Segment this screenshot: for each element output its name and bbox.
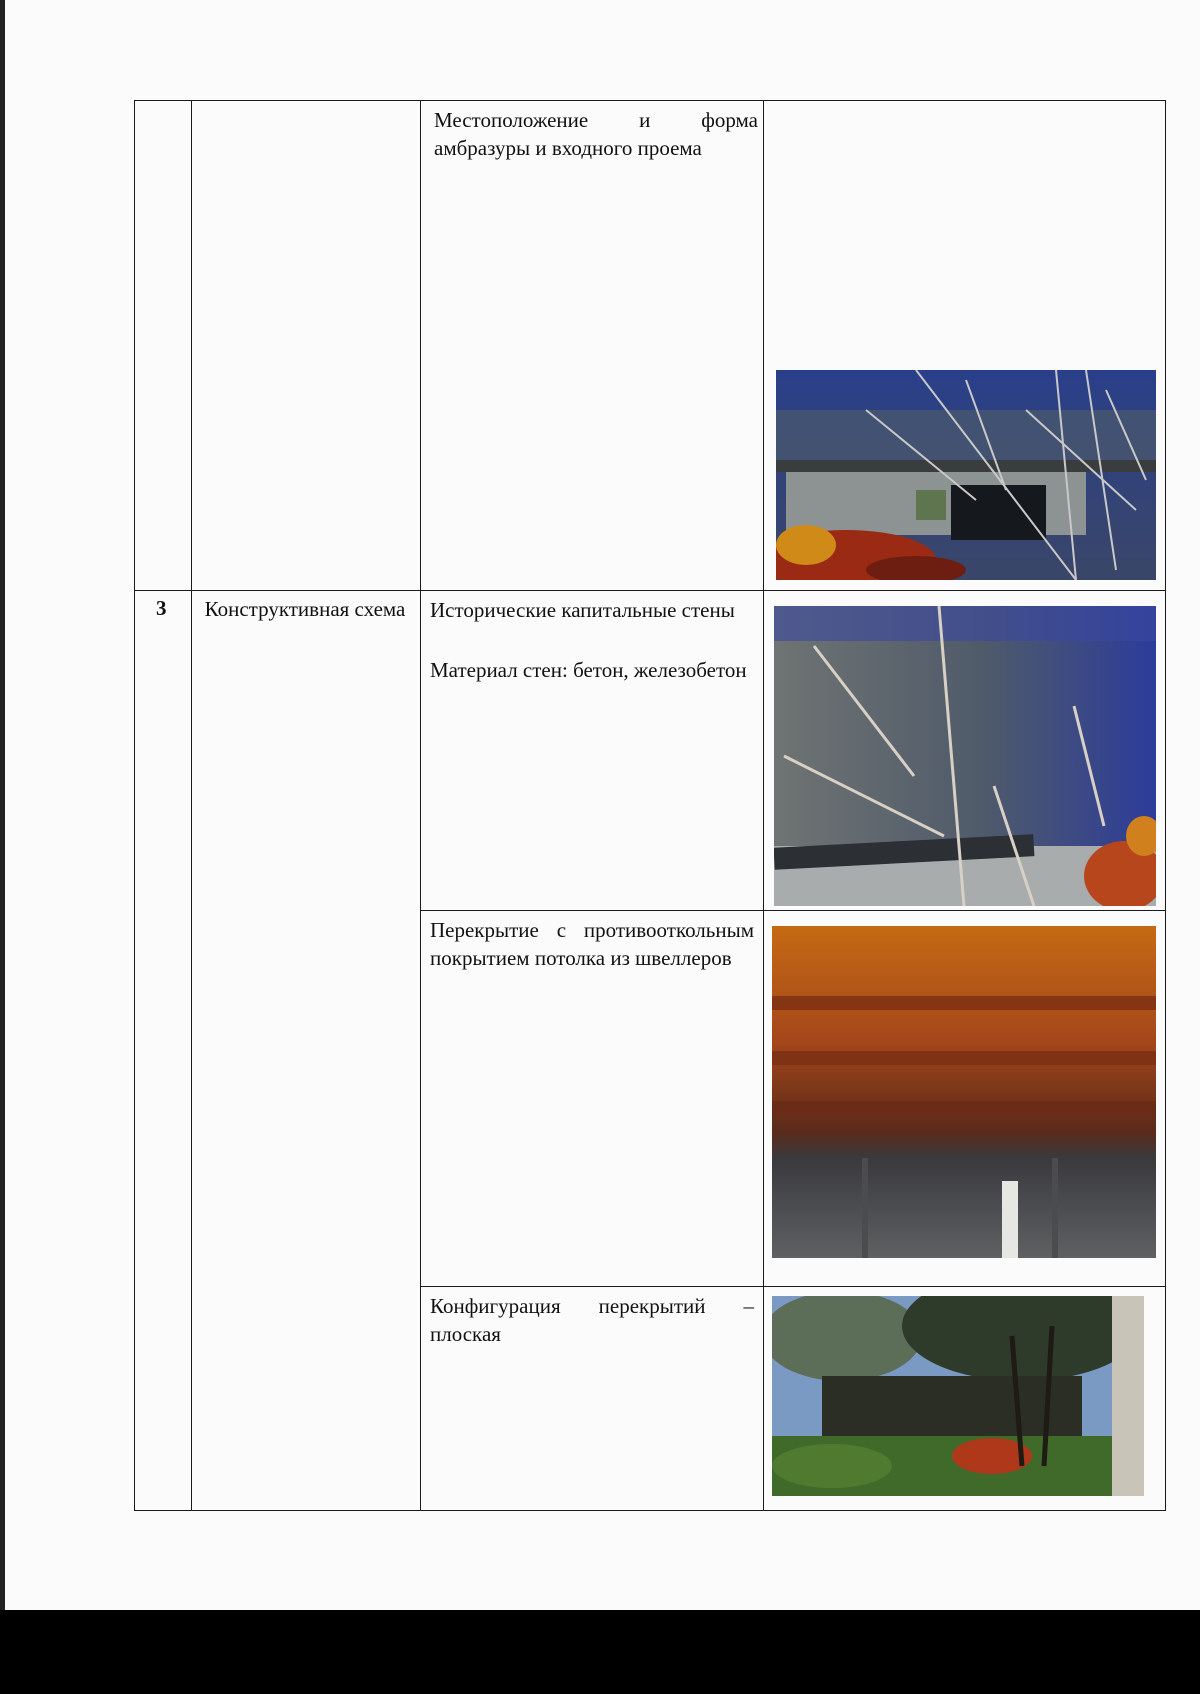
scan-bottom-edge xyxy=(0,1610,1200,1694)
concrete-wall-photo xyxy=(774,606,1156,906)
row-number: 3 xyxy=(156,596,167,620)
column-divider xyxy=(191,100,192,1511)
cell-divider xyxy=(420,910,1165,911)
row-divider xyxy=(134,590,1165,591)
rusted-ceiling-photo xyxy=(772,926,1156,1258)
cell-divider xyxy=(420,1286,1165,1287)
cell-description: Местоположение и форма амбразуры и входного проема xyxy=(434,108,758,160)
table-top-border xyxy=(134,100,1165,101)
cell-description: Исторические капитальные стены xyxy=(430,598,735,622)
bunker-embrasure-photo xyxy=(776,370,1156,580)
overgrown-roof-photo xyxy=(772,1296,1144,1496)
table-left-border xyxy=(134,100,135,1511)
column-divider xyxy=(763,100,764,1511)
table-bottom-border xyxy=(134,1510,1165,1511)
row-group-label: Конструктивная схема xyxy=(204,597,406,621)
table-right-border xyxy=(1165,100,1166,1511)
scan-left-edge xyxy=(0,0,5,1610)
cell-description: Конфигурация перекрытий – плоская xyxy=(430,1294,754,1346)
cell-description: Перекрытие с противооткольным покрытием потолка из швеллеров xyxy=(430,918,754,970)
column-divider xyxy=(420,100,421,1511)
cell-description-material: Материал стен: бетон, железобетон xyxy=(430,658,747,682)
